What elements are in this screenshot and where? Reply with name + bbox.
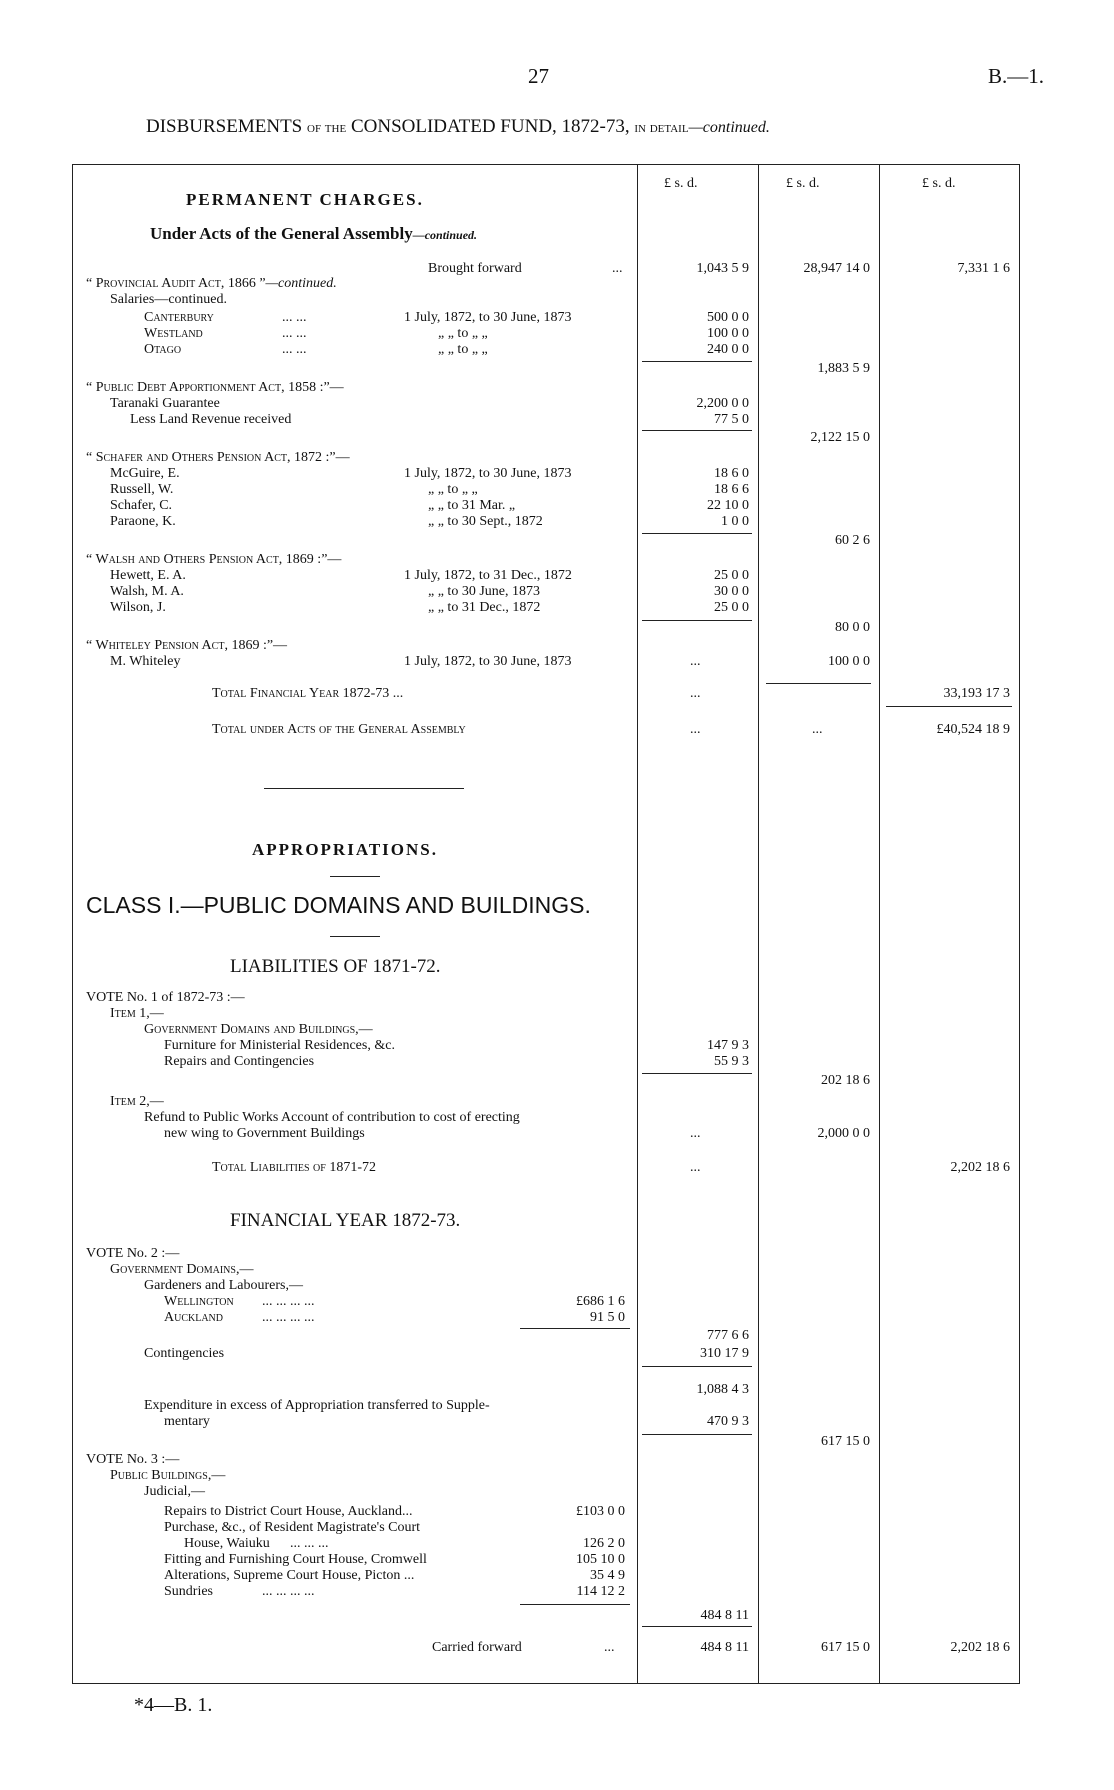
pensioner-name: Walsh, M. A.	[110, 584, 184, 599]
pensioner-name: Schafer, C.	[110, 498, 173, 513]
amount: 240 0 0	[707, 342, 749, 357]
liabilities-heading: LIABILITIES OF 1871-72.	[230, 956, 441, 977]
inner-amount: 126 2 0	[583, 1536, 625, 1551]
amount: ...	[690, 654, 701, 669]
amount: ...	[690, 1160, 701, 1175]
total-liabilities: 2,202 18 6	[950, 1160, 1010, 1175]
leader-dots: ... ...	[282, 326, 307, 341]
public-buildings: Public Buildings,—	[110, 1468, 226, 1483]
amount: 30 0 0	[714, 584, 749, 599]
sum-rule	[642, 533, 752, 534]
short-divider	[330, 936, 380, 937]
short-divider	[330, 876, 380, 877]
auckland-label: Auckland	[164, 1310, 223, 1325]
brought-forward-c2: 28,947 14 0	[803, 261, 870, 276]
amount: 77 5 0	[714, 412, 749, 427]
refund-amount: 2,000 0 0	[817, 1126, 870, 1141]
sum-rule	[766, 683, 871, 684]
carried-forward-c3: 2,202 18 6	[950, 1640, 1010, 1655]
amount: 100 0 0	[828, 654, 870, 669]
leader-dots: ... ... ...	[290, 1536, 329, 1551]
period: 1 July, 1872, to 30 June, 1873	[404, 310, 572, 325]
carried-forward-c1: 484 8 11	[700, 1640, 749, 1655]
period: 1 July, 1872, to 30 June, 1873	[404, 466, 572, 481]
sum-rule	[642, 1434, 752, 1435]
province-otago: Otago	[144, 342, 182, 357]
carried-forward-c2: 617 15 0	[821, 1640, 870, 1655]
leader-dots: ... ...	[282, 342, 307, 357]
furniture-label: Furniture for Ministerial Residences, &c.	[164, 1038, 395, 1053]
table-right-rule	[1019, 164, 1020, 1684]
amount: 470 9 3	[707, 1414, 749, 1429]
province-westland: Westland	[144, 326, 203, 341]
period: „ „ to 30 June, 1873	[428, 584, 540, 599]
leader-dots: ... ... ... ...	[262, 1584, 315, 1599]
vote-2-total: 617 15 0	[821, 1434, 870, 1449]
brought-forward-c1: 1,043 5 9	[696, 261, 749, 276]
column-rule-3	[879, 164, 880, 1684]
inner-amount: 35 4 9	[590, 1568, 625, 1583]
period: „ „ to 31 Mar. „	[428, 498, 516, 513]
judicial-item: Fitting and Furnishing Court House, Cromwell	[164, 1552, 427, 1567]
inner-amount: 114 12 2	[576, 1584, 625, 1599]
pensioner-name: Russell, W.	[110, 482, 174, 497]
judicial-total: 484 8 11	[700, 1608, 749, 1623]
vote-2-heading: VOTE No. 2 :—	[86, 1246, 180, 1261]
act-heading-public-debt: “ Public Debt Apportionment Act, 1858 :”—	[86, 380, 344, 395]
vote-3-heading: VOTE No. 3 :—	[86, 1452, 180, 1467]
pensioner-name: McGuire, E.	[110, 466, 180, 481]
period: „ „ to „ „	[438, 342, 488, 357]
subtotal-walsh: 80 0 0	[835, 620, 870, 635]
sum-rule	[886, 706, 1012, 707]
page-title: DISBURSEMENTS of the CONSOLIDATED FUND, 1872-73, in detail—continued.	[146, 116, 770, 137]
act-heading-schafer: “ Schafer and Others Pension Act, 1872 :”—	[86, 450, 350, 465]
column-header-2: £ s. d.	[786, 176, 820, 191]
pensioner-name: Wilson, J.	[110, 600, 166, 615]
table-top-rule	[72, 164, 1020, 165]
amount: ...	[690, 722, 701, 737]
amount: ...	[690, 686, 701, 701]
amount: 25 0 0	[714, 600, 749, 615]
table-left-rule	[72, 164, 73, 1684]
leader-dots: ... ... ... ...	[262, 1294, 315, 1309]
sum-rule	[642, 1626, 752, 1627]
period: „ „ to „ „	[438, 326, 488, 341]
class-heading: CLASS I.—PUBLIC DOMAINS AND BUILDINGS.	[86, 892, 591, 918]
leader-dots: ...	[612, 261, 623, 276]
amount: ...	[812, 722, 823, 737]
table-bottom-rule	[72, 1683, 1020, 1684]
sum-rule	[642, 430, 752, 431]
gardeners-label: Gardeners and Labourers,—	[144, 1278, 303, 1293]
refund-line-2: new wing to Government Buildings	[164, 1126, 365, 1141]
item-1: Item 1,—	[110, 1006, 164, 1021]
column-rule-2	[758, 164, 759, 1684]
judicial-label: Judicial,—	[144, 1484, 206, 1499]
inner-amount: £103 0 0	[576, 1504, 625, 1519]
sum-rule	[642, 361, 752, 362]
act-heading-whiteley: “ Whiteley Pension Act, 1869 :”—	[86, 638, 288, 653]
amount: 22 10 0	[707, 498, 749, 513]
leader-dots: ... ... ... ...	[262, 1310, 315, 1325]
section-heading-permanent: PERMANENT CHARGES.	[186, 190, 424, 209]
item-1-total: 202 18 6	[821, 1073, 870, 1088]
sum-rule	[520, 1328, 630, 1329]
salaries-label: Salaries—continued.	[110, 292, 228, 307]
leader-dots: ... ...	[282, 310, 307, 325]
amount: 18 6 0	[714, 466, 749, 481]
amount: 1 0 0	[721, 514, 749, 529]
footer-signature: *4—B. 1.	[134, 1694, 213, 1716]
sum-rule	[642, 1073, 752, 1074]
section-heading-appropriations: APPROPRIATIONS.	[252, 840, 438, 859]
contingencies-label: Contingencies	[144, 1346, 225, 1361]
amount: 100 0 0	[707, 326, 749, 341]
subtotal-schafer: 60 2 6	[835, 533, 870, 548]
total-acts: £40,524 18 9	[936, 722, 1010, 737]
amount: 18 6 6	[714, 482, 749, 497]
period: „ „ to 31 Dec., 1872	[428, 600, 541, 615]
refund-line-1: Refund to Public Works Account of contribution to cost of erecting	[144, 1110, 520, 1125]
judicial-item: House, Waiuku	[184, 1536, 270, 1551]
amount: 147 9 3	[707, 1038, 749, 1053]
repairs-label: Repairs and Contingencies	[164, 1054, 315, 1069]
item-2: Item 2,—	[110, 1094, 164, 1109]
column-rule-1	[637, 164, 638, 1684]
inner-amount: 105 10 0	[576, 1552, 625, 1567]
pensioner-name: Hewett, E. A.	[110, 568, 186, 583]
vote-1-heading: VOTE No. 1 of 1872-73 :—	[86, 990, 245, 1005]
excess-line-1: Expenditure in excess of Appropriation transferred to Supple-	[144, 1398, 490, 1413]
amount: 310 17 9	[700, 1346, 749, 1361]
subtotal-provincial: 1,883 5 9	[817, 361, 870, 376]
leader-dots: ...	[604, 1640, 615, 1655]
period: 1 July, 1872, to 31 Dec., 1872	[404, 568, 572, 583]
sum-rule	[520, 1604, 630, 1605]
period: „ „ to 30 Sept., 1872	[428, 514, 543, 529]
subheading-acts: Under Acts of the General Assembly—continued.	[150, 224, 478, 243]
judicial-item: Sundries	[164, 1584, 213, 1599]
land-revenue-label: Less Land Revenue received	[130, 412, 292, 427]
sum-rule	[642, 620, 752, 621]
amount: 55 9 3	[714, 1054, 749, 1069]
gov-domains: Government Domains,—	[110, 1262, 254, 1277]
document-reference: B.—1.	[988, 64, 1045, 88]
province-canterbury: Canterbury	[144, 310, 214, 325]
column-header-3: £ s. d.	[922, 176, 956, 191]
act-heading-provincial: “ Provincial Audit Act, 1866 ”—continued.	[86, 276, 337, 291]
subtotal-public-debt: 2,122 15 0	[810, 430, 870, 445]
total-financial-year-label: Total Financial Year 1872-73 ...	[212, 686, 404, 701]
pensioner-name: M. Whiteley	[110, 654, 181, 669]
period: 1 July, 1872, to 30 June, 1873	[404, 654, 572, 669]
amount: ...	[690, 1126, 701, 1141]
total-liabilities-label: Total Liabilities of 1871-72	[212, 1160, 377, 1175]
inner-amount: £686 1 6	[576, 1294, 625, 1309]
financial-year-heading: FINANCIAL YEAR 1872-73.	[230, 1210, 461, 1231]
carried-forward-label: Carried forward	[432, 1640, 522, 1655]
gov-domains-buildings: Government Domains and Buildings,—	[144, 1022, 373, 1037]
amount: 25 0 0	[714, 568, 749, 583]
column-header-1: £ s. d.	[664, 176, 698, 191]
total-financial-year: 33,193 17 3	[943, 686, 1010, 701]
sum-rule	[642, 1366, 752, 1367]
wellington-label: Wellington	[164, 1294, 234, 1309]
judicial-item: Alterations, Supreme Court House, Picton ...	[164, 1568, 415, 1583]
vote-2-subtotal: 1,088 4 3	[696, 1382, 749, 1397]
gardeners-total: 777 6 6	[707, 1328, 749, 1343]
act-heading-walsh: “ Walsh and Others Pension Act, 1869 :”—	[86, 552, 342, 567]
amount: 500 0 0	[707, 310, 749, 325]
inner-amount: 91 5 0	[590, 1310, 625, 1325]
page-number: 27	[528, 64, 549, 88]
judicial-item: Purchase, &c., of Resident Magistrate's Court	[164, 1520, 421, 1535]
brought-forward-label: Brought forward	[428, 261, 522, 276]
section-divider	[264, 788, 464, 789]
amount: 2,200 0 0	[696, 396, 749, 411]
excess-line-2: mentary	[164, 1414, 210, 1429]
taranaki-label: Taranaki Guarantee	[110, 396, 220, 411]
brought-forward-c3: 7,331 1 6	[957, 261, 1010, 276]
period: „ „ to „ „	[428, 482, 478, 497]
total-acts-label: Total under Acts of the General Assembly	[212, 722, 466, 737]
judicial-item: Repairs to District Court House, Auckland...	[164, 1504, 413, 1519]
pensioner-name: Paraone, K.	[110, 514, 176, 529]
